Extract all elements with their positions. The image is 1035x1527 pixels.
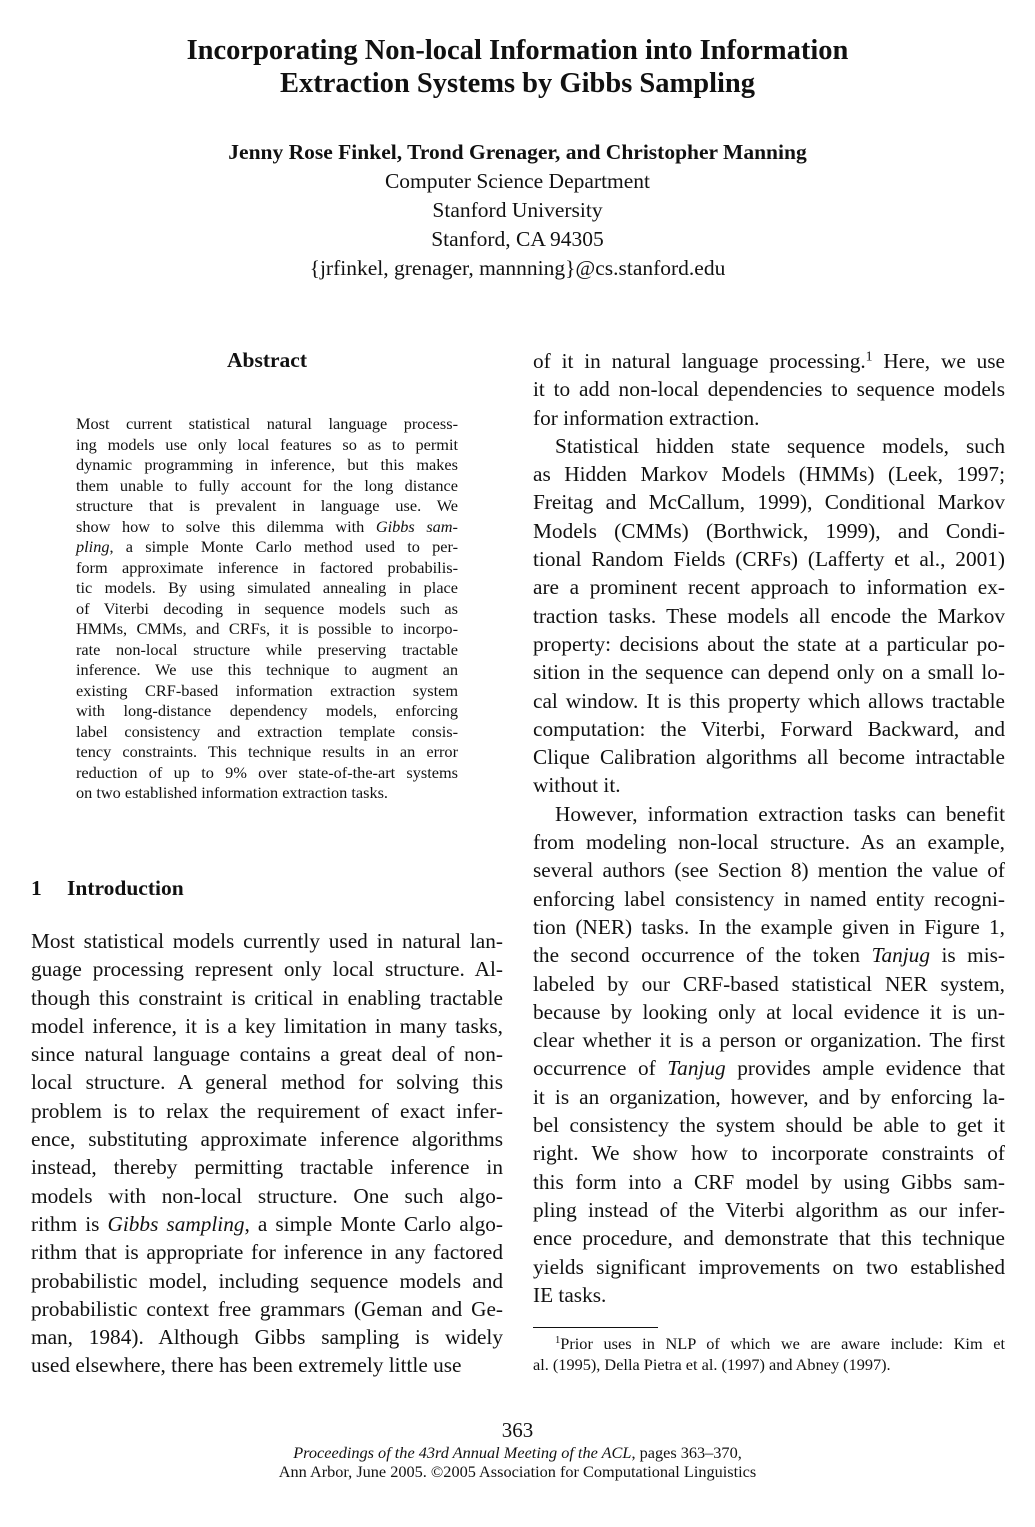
body-line: However, information extraction tasks can benefit — [555, 801, 1005, 826]
body-line: because by looking only at local evidence it is un- — [533, 999, 1005, 1024]
abstract-line: with long-distance dependency models, enforcing — [76, 701, 458, 720]
abstract-line: reduction of up to 9% over state-of-the-art systems — [76, 762, 458, 782]
abstract-line: tic models. By using simulated annealing in place — [76, 578, 458, 597]
body-line: Statistical hidden state sequence models, such — [555, 433, 1005, 458]
intro-line: man, 1984). Although Gibbs sampling is widely — [31, 1325, 503, 1350]
abstract-line: inference. We use this technique to augment an — [76, 660, 458, 679]
body-line: Clique Calibration algorithms all become intractable — [533, 745, 1005, 770]
body-line: IE tasks. — [533, 1282, 607, 1307]
intro-line: though this constraint is critical in enabling tractable — [31, 985, 503, 1010]
body-line: occurrence of Tanjug provides ample evidence that — [533, 1056, 1005, 1081]
affiliation-department: Computer Science Department — [384, 169, 651, 193]
introduction-text — [31, 927, 503, 1380]
body-line: enforcing label consistency in named entity recogni- — [533, 886, 1005, 911]
body-line: right. We show how to incorporate constraints of — [533, 1141, 1005, 1166]
affiliation-address: Stanford, CA 94305 — [431, 227, 604, 251]
section-title: Introduction — [67, 876, 184, 900]
intro-italic-term: Gibbs sampling — [107, 1211, 245, 1236]
paper-title — [0, 34, 1035, 100]
body-line: cal window. It is this property which allows tractable — [533, 688, 1005, 713]
body-line: ence procedure, and demonstrate that this technique — [533, 1226, 1005, 1251]
section-heading-introduction — [31, 874, 184, 903]
proceedings-line-2: Ann Arbor, June 2005. ©2005 Association for Computational Linguistics — [278, 1462, 757, 1481]
abstract-line: rate non-local structure while preserving tractable — [76, 639, 458, 659]
abstract-line: form approximate inference in factored probabilis- — [76, 557, 458, 577]
body-line: of it in natural language processing.$^1$ Here, we use — [533, 348, 1005, 373]
abstract-line: them unable to fully account for the long distance — [76, 475, 458, 495]
body-line: it is an organization, however, and by enforcing la- — [533, 1084, 1005, 1109]
body-line: from modeling non-local structure. As an example, — [533, 830, 1005, 855]
page-number: 363 — [501, 1418, 534, 1442]
body-line: as Hidden Markov Models (HMMs) (Leek, 1997; — [533, 462, 1005, 487]
proceedings-line-1: Proceedings of the 43rd Annual Meeting of the ACL, pages 363–370, — [293, 1443, 742, 1462]
intro-line: used elsewhere, there has been extremely little use — [31, 1353, 462, 1378]
abstract-line: HMMs, CMMs, and CRFs, it is possible to incorpo- — [76, 619, 458, 638]
intro-line: probabilistic model, including sequence models and — [31, 1268, 503, 1293]
affiliation-emails: {jrfinkel, grenager, mannning}@cs.stanford.edu — [309, 256, 726, 280]
intro-line: local structure. A general method for solving this — [31, 1070, 503, 1095]
intro-line: guage processing represent only local structure. Al- — [31, 957, 503, 982]
author-list: Jenny Rose Finkel, Trond Grenager, and Christopher Manning — [228, 140, 807, 164]
intro-line: rithm is Gibbs sampling, a simple Monte Carlo algo- — [31, 1211, 503, 1236]
body-line: yields significant improvements on two established — [533, 1254, 1005, 1279]
intro-line: since natural language contains a great deal of non- — [31, 1042, 503, 1067]
tanjug-term: Tanjug — [667, 1056, 726, 1081]
abstract-line: label consistency and extraction template consis- — [76, 721, 458, 741]
abstract-line: of Viterbi decoding in sequence models such as — [76, 598, 458, 618]
body-line: sition in the sequence can depend only on a small lo- — [533, 660, 1005, 685]
footnote-number: 1 — [555, 1335, 561, 1347]
body-line: Freitag and McCallum, 1999), Conditional Markov — [533, 490, 1005, 515]
body-line: for information extraction. — [533, 405, 760, 430]
affiliation-block — [0, 167, 1035, 283]
abstract-text — [76, 414, 458, 804]
body-line: without it. — [533, 773, 621, 798]
body-line: tional Random Fields (CRFs) (Lafferty et al., 2001) — [533, 547, 1005, 572]
footnote-line: al. (1995), Della Pietra et al. (1997) and Abney (1997). — [533, 1354, 891, 1374]
footnote — [533, 1334, 1005, 1375]
abstract-line: existing CRF-based information extraction system — [76, 680, 458, 700]
body-line: labeled by our CRF-based statistical NER system, — [533, 971, 1005, 996]
body-line: tion (NER) tasks. In the example given in Figure 1, — [533, 914, 1005, 939]
body-line: are a prominent recent approach to information ex- — [533, 575, 1005, 600]
proceedings-footer — [0, 1443, 1035, 1481]
abstract-line: Most current statistical natural language process- — [76, 414, 458, 433]
intro-line: models with non-local structure. One such algo- — [31, 1183, 503, 1208]
intro-line: Most statistical models currently used in natural lan- — [31, 929, 503, 953]
body-line: property: decisions about the state at a particular po- — [533, 631, 1005, 656]
abstract-line: pling, a simple Monte Carlo method used to per- — [76, 537, 458, 556]
body-line: pling instead of the Viterbi algorithm as our infer- — [533, 1197, 1005, 1222]
abstract-line: ing models use only local features so as to permit — [76, 434, 458, 454]
intro-line: model inference, it is a key limitation in many tasks, — [31, 1013, 503, 1038]
intro-line: problem is to relax the requirement of exact infer- — [31, 1098, 503, 1123]
title-line-2: Extraction Systems by Gibbs Sampling — [279, 68, 756, 99]
abstract-line: dynamic programming in inference, but this makes — [76, 455, 458, 474]
body-line: bel consistency the system should be able to get it — [533, 1113, 1005, 1138]
title-line-1: Incorporating Non-local Information into Information — [186, 35, 849, 66]
intro-line: ence, substituting approximate inference algorithms — [31, 1127, 503, 1152]
body-line: Models (CMMs) (Borthwick, 1999), and Condi- — [533, 518, 1005, 543]
affiliation-university: Stanford University — [432, 198, 603, 222]
body-line: several authors (see Section 8) mention the value of — [533, 858, 1005, 883]
body-line: it to add non-local dependencies to sequence models — [533, 377, 1005, 402]
abstract-line: show how to solve this dilemma with Gibbs sam- — [76, 516, 458, 536]
right-column-text — [533, 347, 1005, 1309]
abstract-heading: Abstract — [226, 348, 307, 372]
body-line: this form into a CRF model by using Gibbs sam- — [533, 1169, 1005, 1194]
abstract-line: on two established information extraction tasks. — [76, 783, 388, 802]
footnote-line: $^1$Prior uses in NLP of which we are aware include: Kim et — [555, 1334, 1005, 1353]
footnote-marker: 1 — [865, 348, 873, 364]
intro-line: probabilistic context free grammars (Geman and Ge- — [31, 1296, 503, 1321]
footnote-divider — [533, 1327, 658, 1328]
abstract-line: tency constraints. This technique results in an error — [76, 742, 458, 761]
body-line: computation: the Viterbi, Forward Backward, and — [533, 716, 1005, 741]
abstract-line: structure that is prevalent in language use. We — [76, 496, 458, 515]
tanjug-term: Tanjug — [871, 943, 930, 968]
intro-line: instead, thereby permitting tractable inference in — [31, 1155, 503, 1180]
body-line: clear whether it is a person or organization. The first — [533, 1028, 1005, 1053]
section-number: 1 — [31, 876, 42, 900]
body-line: traction tasks. These models all encode the Markov — [533, 603, 1005, 628]
abstract-italic-term: Gibbs sam- — [375, 516, 458, 536]
body-line: the second occurrence of the token Tanjug is mis- — [533, 943, 1006, 968]
intro-line: rithm that is appropriate for inference in any factored — [31, 1240, 503, 1265]
